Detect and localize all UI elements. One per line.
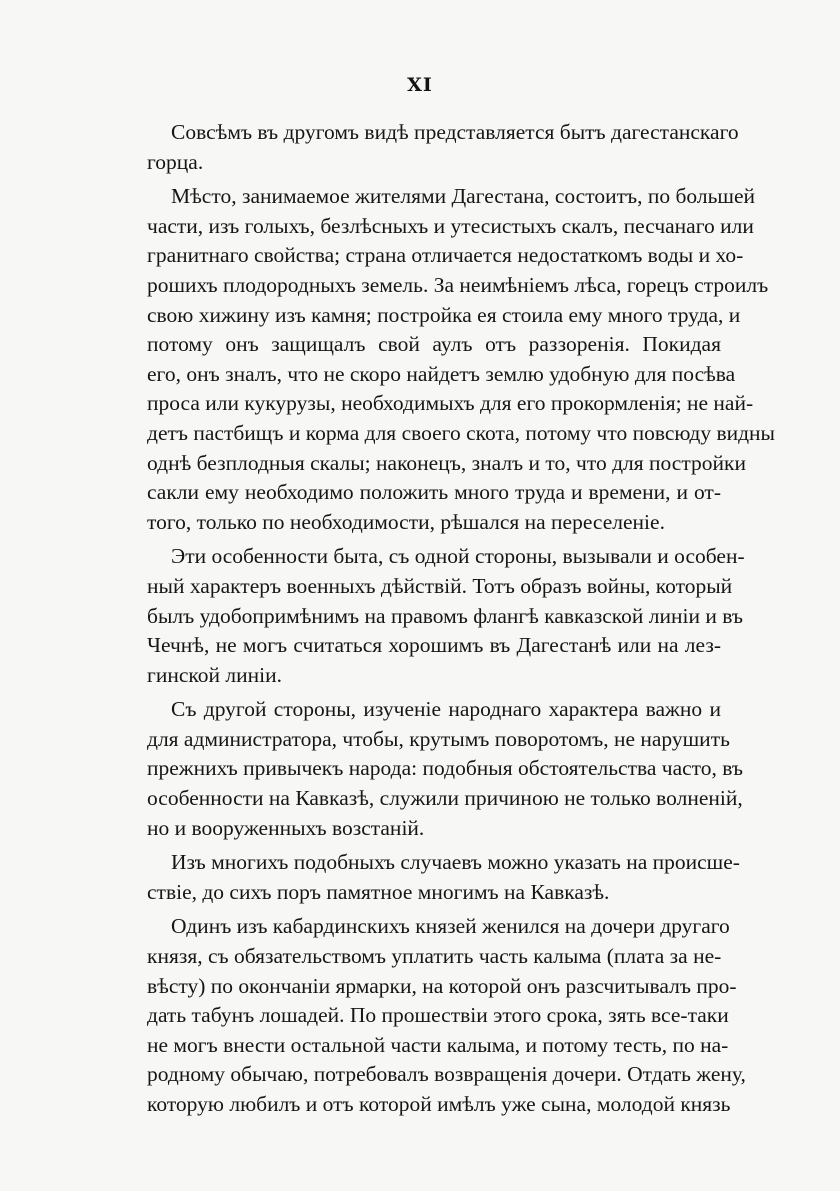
text-line: свою хижину изъ камня; постройка ея стоила ему много труда, и — [147, 302, 741, 327]
text-line: сакли ему необходимо положить много труда и времени, и от- — [147, 480, 721, 505]
paragraph — [147, 182, 776, 537]
text-line: ствіе, до сихъ поръ памятное многимъ на Кавказѣ. — [147, 879, 610, 904]
text-line: Эти особенности быта, съ одной стороны, вызывали и особен- — [171, 544, 745, 569]
text-line: гранитнаго свойства; страна отличается недостаткомъ воды и хо- — [147, 243, 744, 268]
text-line: части, изъ голыхъ, безлѣсныхъ и утесистыхъ скалъ, песчанаго или — [147, 213, 754, 238]
text-line: которую любилъ и отъ которой имѣлъ уже сына, молодой князь — [147, 1092, 731, 1116]
paragraph — [147, 912, 746, 1119]
paragraph — [147, 542, 745, 690]
text-line: потому онъ защищалъ свой аулъ отъ раззоренія. Покидая — [147, 332, 721, 357]
text-line: Чечнѣ, не могъ считаться хорошимъ въ Дагестанѣ или на лез- — [147, 633, 721, 658]
text-line: но и вооруженныхъ возстаній. — [147, 815, 425, 840]
text-line: особенности на Кавказѣ, служили причиною не только волненій, — [147, 786, 743, 811]
text-line: ный характеръ военныхъ дѣйствій. Тотъ образъ войны, который — [147, 573, 733, 598]
text-line: Мѣсто, занимаемое жителями Дагестана, состоитъ, по большей — [171, 184, 756, 209]
text-line: Одинъ изъ кабардинскихъ князей женился на дочери другаго — [171, 914, 730, 939]
text-line: детъ пастбищъ и корма для своего скота, потому что повсюду видны — [147, 420, 776, 445]
text-line: дать табунъ лошадей. По прошествіи этого срока, зять все-таки — [147, 1003, 729, 1028]
text-line: гинской линіи. — [147, 662, 282, 687]
text-line: родному обычаю, потребовалъ возвращенія дочери. Отдать жену, — [147, 1062, 746, 1087]
text-line: горца. — [147, 149, 204, 174]
paragraph — [147, 848, 740, 907]
text-line: однѣ безплодныя скалы; наконецъ, зналъ и то, что для постройки — [147, 450, 746, 475]
text-line: прежнихъ привычекъ народа: подобныя обстоятельства часто, въ — [147, 756, 743, 781]
paragraph — [147, 695, 743, 843]
text-line: не могъ внести остальной части калыма, и потому тесть, по на- — [147, 1032, 729, 1057]
text-line: вѣсту) по окончаніи ярмарки, на которой онъ разсчитывалъ про- — [147, 973, 737, 998]
text-line: рошихъ плодородныхъ земель. За неимѣніемъ лѣса, горецъ строилъ — [147, 272, 769, 297]
text-line: проса или кукурузы, необходимыхъ для его прокормленія; не най- — [147, 391, 754, 416]
text-line: Съ другой стороны, изученіе народнаго характера важно и — [171, 697, 721, 722]
page-text — [147, 118, 776, 1125]
text-line: того, только по необходимости, рѣшался на переселеніе. — [147, 509, 665, 534]
text-line: князя, съ обязательствомъ уплатить часть калыма (плата за не- — [147, 944, 722, 969]
text-line: Изъ многихъ подобныхъ случаевъ можно указать на происше- — [171, 850, 740, 875]
text-line: былъ удобопримѣнимъ на правомъ флангѣ кавказской линіи и въ — [147, 603, 743, 628]
text-line: для администратора, чтобы, крутымъ поворотомъ, не нарушить — [147, 726, 730, 751]
text-line: Совсѣмъ въ другомъ видѣ представляется бытъ дагестанскаго — [171, 120, 739, 144]
paragraph — [147, 118, 739, 177]
page-number: XI — [407, 74, 433, 96]
text-line: его, онъ зналъ, что не скоро найдетъ землю удобную для посѣва — [147, 361, 736, 386]
